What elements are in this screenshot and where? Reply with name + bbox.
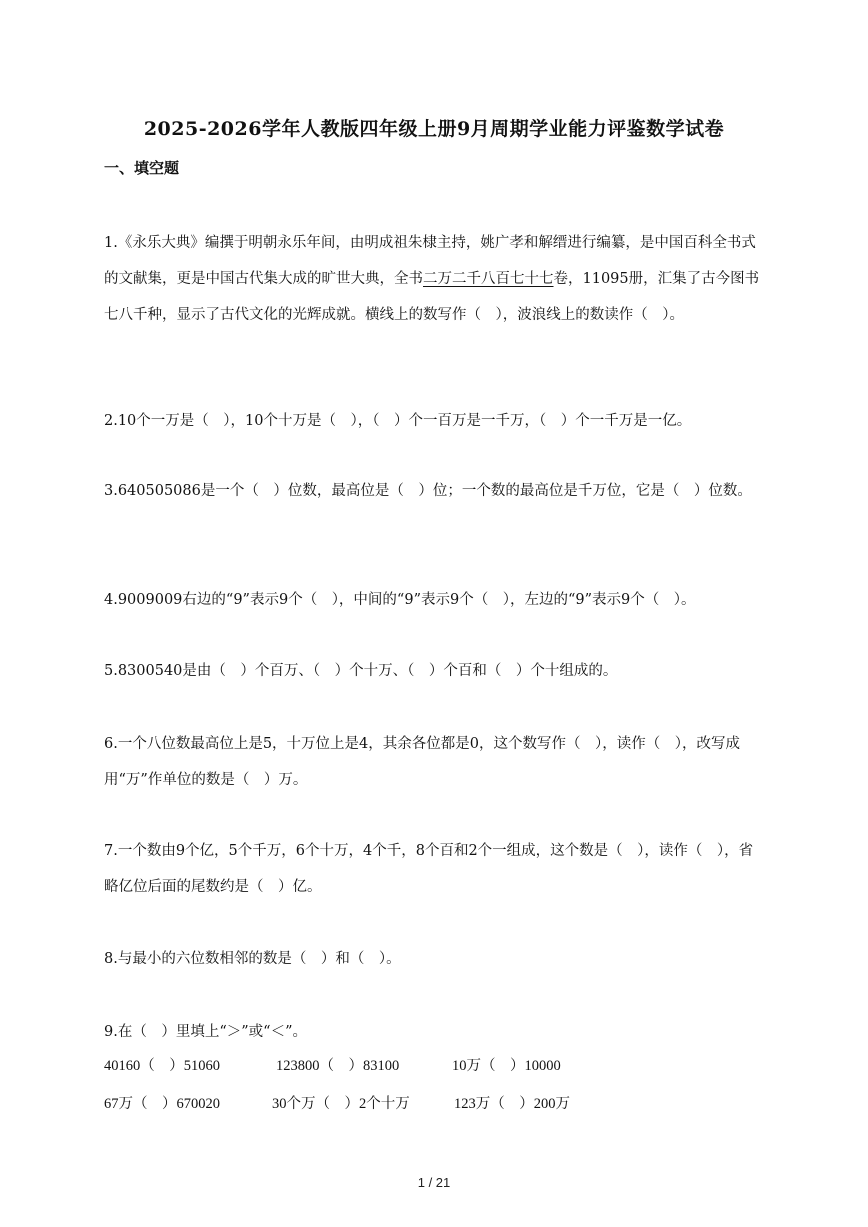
- question-9-stem: 9.在（ ）里填上“＞”或“＜”。: [104, 1024, 307, 1040]
- page-title: 2025-2026学年人教版四年级上册9月周期学业能力评鉴数学试卷: [143, 118, 725, 140]
- section-heading: 一、填空题: [104, 159, 180, 177]
- comparison-item: 10万（ ）10000: [452, 1058, 561, 1074]
- question-4: 4.9009009右边的“9”表示9个（ ），中间的“9”表示9个（ ），左边的“9”表示9个（ ）。: [104, 592, 696, 608]
- question-5: 5.8300540是由（ ）个百万、（ ）个十万、（ ）个百和（ ）个十组成的。: [104, 663, 618, 679]
- question-3: 3.640505086是一个（ ）位数，最高位是（ ）位；一个数的最高位是千万位，它是（ ）位数。: [104, 483, 752, 499]
- question-6: 6.一个八位数最高位上是5，十万位上是4，其余各位都是0，这个数写作（ ），读作（ ），改写成用“万”作单位的数是（ ）万。: [104, 736, 741, 788]
- question-7: 7.一个数由9个亿，5个千万，6个十万，4个千，8个百和2个一组成，这个数是（ ），读作（ ），省略亿位后面的尾数约是（ ）亿。: [104, 843, 754, 895]
- comparison-item: 67万（ ）670020: [104, 1096, 220, 1112]
- question-2: 2.10个一万是（ ），10个十万是（ ），（ ）个一百万是一千万，（ ）个一千万是一亿。: [104, 413, 692, 429]
- comparison-item: 30个万（ ）2个十万: [272, 1096, 410, 1112]
- comparison-item: 123万（ ）200万: [454, 1096, 570, 1112]
- question-1-underlined-number: 二万二千八百七十七: [423, 271, 554, 287]
- question-8: 8.与最小的六位数相邻的数是（ ）和（ ）。: [104, 951, 401, 967]
- comparison-item: 123800（ ）83100: [276, 1058, 400, 1074]
- question-1-text-post: 卷，11095册，汇集了古今图书七八千种，显示了古代文化的光辉成就。横线上的数写作（ ），波浪线上的数读作（ ）。: [104, 271, 760, 323]
- question-1-text-pre: 1.《永乐大典》编撰于明朝永乐年间，由明成祖朱棣主持，姚广孝和解缙进行编纂，是中国百科全书式的文献集，更是中国古代集大成的旷世大典，全书: [104, 235, 756, 287]
- comparison-item: 40160（ ）51060: [104, 1058, 220, 1074]
- question-1: [104, 225, 764, 333]
- page-number: 1 / 21: [417, 1175, 451, 1190]
